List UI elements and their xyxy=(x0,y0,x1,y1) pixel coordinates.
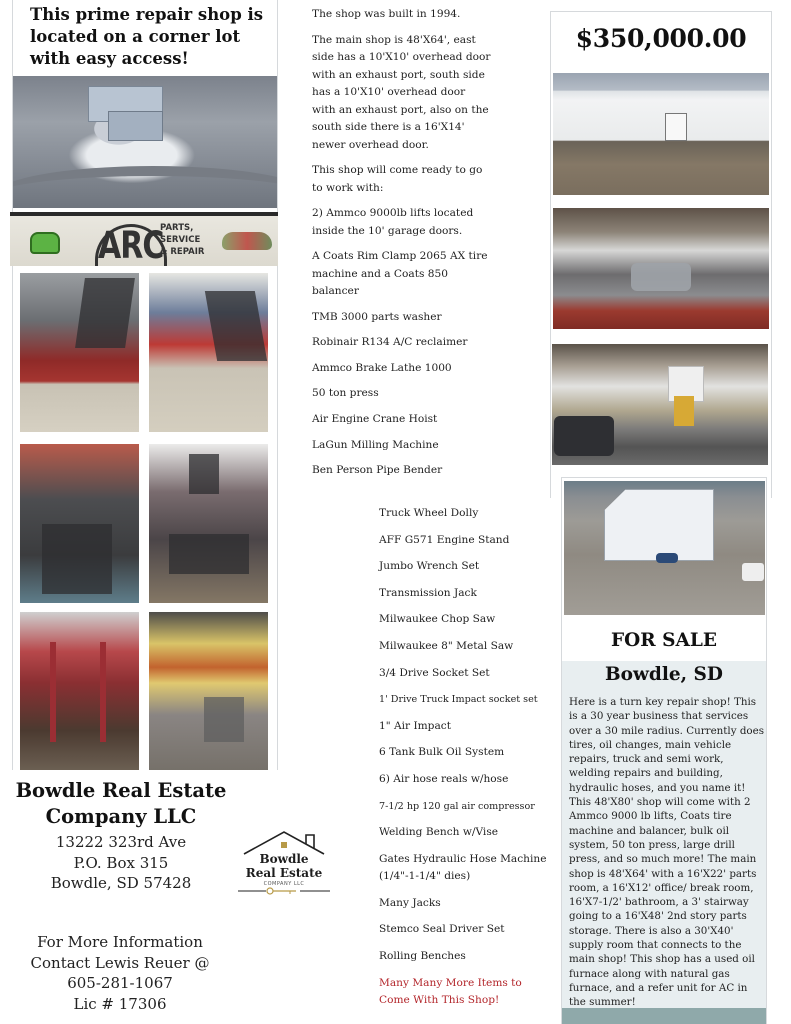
oil-can-icon xyxy=(30,232,60,254)
equipment-item: 50 ton press xyxy=(312,387,379,400)
sign-tagline: PARTS, SERVICE & REPAIR xyxy=(160,223,205,257)
shop-exterior-photo xyxy=(553,73,769,195)
equipment-item: 6 Tank Bulk Oil System xyxy=(379,746,505,759)
aerial-photo-corner-lot xyxy=(13,76,277,208)
equipment-item: Rolling Benches xyxy=(379,950,466,962)
ready-intro: This shop will come ready to go to work with: xyxy=(312,164,483,194)
key-icon xyxy=(238,887,330,895)
arc-sign-photo xyxy=(10,212,278,266)
contact-phone[interactable]: 605-281-1067 xyxy=(67,974,173,992)
headline: This prime repair shop is located on a corner lot with easy access! xyxy=(30,5,264,68)
tire-machine-photo xyxy=(20,273,139,432)
sign-brand: ARC xyxy=(98,224,164,266)
company-address: 13222 323rd Ave P.O. Box 315 Bowdle, SD 57428 xyxy=(50,833,192,892)
equipment-item: Truck Wheel Dolly xyxy=(379,507,479,519)
equipment-item: 3/4 Drive Socket Set xyxy=(379,666,490,679)
equipment-item: Jumbo Wrench Set xyxy=(379,560,480,573)
equipment-item: LaGun Milling Machine xyxy=(312,438,439,451)
company-name: Bowdle Real Estate Company LLC xyxy=(15,779,227,828)
built-year: The shop was built in 1994. xyxy=(312,8,461,20)
equipment-item: Ben Person Pipe Bender xyxy=(312,464,443,477)
equipment-item: 1' Drive Truck Impact socket set xyxy=(379,694,538,706)
equipment-item: Gates Hydraulic Hose Machine (1/4"-1-1/4" dies) xyxy=(379,852,547,883)
equipment-item: Welding Bench w/Vise xyxy=(379,826,499,839)
equipment-item: 2) Ammco 9000lb lifts located inside the 10' garage doors. xyxy=(312,207,474,237)
overhead-door xyxy=(665,113,687,141)
equipment-item: Stemco Seal Driver Set xyxy=(379,923,505,936)
equipment-item: TMB 3000 parts washer xyxy=(312,310,442,323)
equipment-list-2 xyxy=(379,505,549,1019)
aerial-shop-photo xyxy=(564,481,765,615)
panel-footer-bar xyxy=(562,1008,766,1024)
ac-reclaimer-photo xyxy=(20,444,139,603)
equipment-item: 7-1/2 hp 120 gal air compressor xyxy=(379,800,535,812)
race-car-icon xyxy=(222,232,272,250)
equipment-item: Transmission Jack xyxy=(379,586,477,599)
listing-price: $350,000.00 xyxy=(575,24,747,53)
equipment-item: Milwaukee Chop Saw xyxy=(379,613,496,626)
parts-washer-photo xyxy=(149,273,268,432)
main-shop-description: The main shop is 48'X64', east side has a 10'X10' overhead door with an exhaust port, south side has a 10'X10' overhead door with an exhaust port, also on the south side there is a 16'X14' newer overhead door. xyxy=(312,33,491,151)
milling-machine-photo xyxy=(149,444,268,603)
shop-interior-lifts-photo xyxy=(553,208,769,329)
more-items-note: Many Many More Items to Come With This Shop! xyxy=(379,976,522,1007)
equipment-item: Robinair R134 A/C reclaimer xyxy=(312,336,468,349)
for-sale-heading: FOR SALE xyxy=(611,630,717,651)
company-logo: Bowdle Real Estate COMPANY LLC xyxy=(238,830,330,894)
equipment-item: Air Engine Crane Hoist xyxy=(312,413,438,426)
contact-info: For More Information Contact Lewis Reuer @ 605-281-1067 Lic # 17306 xyxy=(0,932,240,1014)
equipment-item: AFF G571 Engine Stand xyxy=(379,533,510,546)
license-number: Lic # 17306 xyxy=(73,994,167,1013)
equipment-item: A Coats Rim Clamp 2065 AX tire machine and a Coats 850 balancer xyxy=(312,250,488,298)
description-column xyxy=(312,6,492,488)
equipment-item: Milwaukee 8" Metal Saw xyxy=(379,639,514,652)
listing-summary: Here is a turn key repair shop! This is a 30 year business that services over a 30 mile radius. Currently does tires, oil changes, main vehicle repairs, truck and semi work, welding repairs and building, hydraulic hoses, and you name it! This 48'X80' shop will come with 2 Ammco 9000 lb lifts, Coats tire machine and balancer, bulk oil system, 50 ton press, large drill press, and so much more! The main shop is 48'X64' with a 16'X22' parts room, a 16'X12' office/ break room, 16'X7-1/2' bathroom, a 3' stairway going to a 16'X48' 2nd story parts storage. There is also a 30'X40' supply room that connects to the main shop! This shop has a used oil furnace along with natural gas furnace, and a refer unit for AC in the summer! xyxy=(569,696,764,1009)
bulk-oil-system-photo xyxy=(149,612,268,770)
equipment-item: 6) Air hose reals w/hose xyxy=(379,772,509,785)
equipment-item: 1" Air Impact xyxy=(379,719,451,732)
press-photo xyxy=(20,612,139,770)
equipment-item: Ammco Brake Lathe 1000 xyxy=(312,361,452,374)
equipment-item: Many Jacks xyxy=(379,896,441,909)
shop-interior-bay-photo xyxy=(552,344,768,465)
location-heading: Bowdle, SD xyxy=(605,664,723,685)
